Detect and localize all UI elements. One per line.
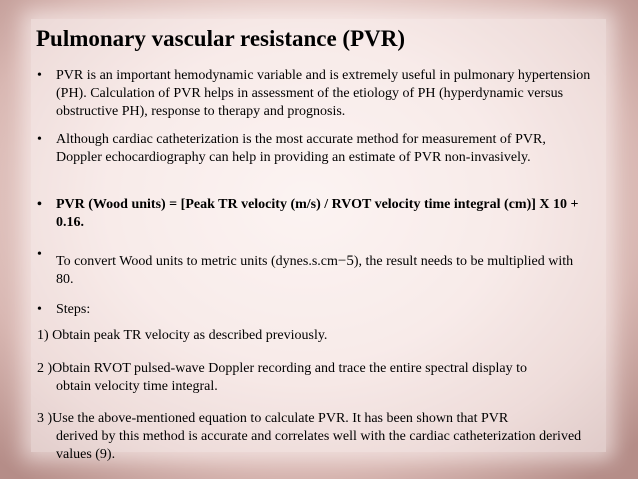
step-text: 2 )Obtain RVOT pulsed-wave Doppler recording and trace the entire spectral display to bbox=[37, 361, 528, 376]
slide-title: Pulmonary vascular resistance (PVR) bbox=[36, 26, 406, 51]
step-text: 3 )Use the above-mentioned equation to calculate PVR. It has been shown that PVR bbox=[37, 411, 509, 426]
conversion-text-after: ), the result needs to be multiplied with 80. bbox=[56, 254, 574, 287]
step-text-continued: obtain velocity time integral. bbox=[56, 379, 218, 394]
bullet-text: PVR is an important hemodynamic variable and is extremely useful in pulmonary hypertension (PH). Calculation of PVR helps in assessment of the etiology of PH (hyperdynamic versus obstructive PH), response to therapy and prognosis. bbox=[56, 68, 591, 119]
formula-text: PVR (Wood units) = [Peak TR velocity (m/s) / RVOT velocity time integral (cm)] X 10 + 0.16. bbox=[56, 197, 579, 230]
step-2 bbox=[37, 360, 612, 396]
bullet-marker: • bbox=[37, 302, 42, 317]
bullet-text: Although cardiac catheterization is the most accurate method for measurement of PVR, Doppler echocardiography can help in providing an estimate of PVR non-invasively. bbox=[56, 132, 546, 165]
conversion-text-before: To convert Wood units to metric units (dynes.s.cm bbox=[56, 254, 338, 269]
conversion-text bbox=[56, 252, 591, 289]
conversion-exponent: −5 bbox=[337, 253, 354, 269]
bullet-marker: • bbox=[37, 197, 42, 212]
step-text: 1) Obtain peak TR velocity as described previously. bbox=[37, 328, 328, 343]
step-text-continued: derived by this method is accurate and correlates well with the cardiac catheterization derived values (9). bbox=[56, 429, 582, 462]
steps-heading: Steps: bbox=[56, 302, 91, 317]
step-1 bbox=[37, 327, 612, 345]
bullet-marker: • bbox=[37, 68, 42, 83]
bullet-marker: • bbox=[37, 132, 42, 147]
bullet-marker: • bbox=[37, 247, 42, 262]
step-3 bbox=[37, 410, 612, 464]
